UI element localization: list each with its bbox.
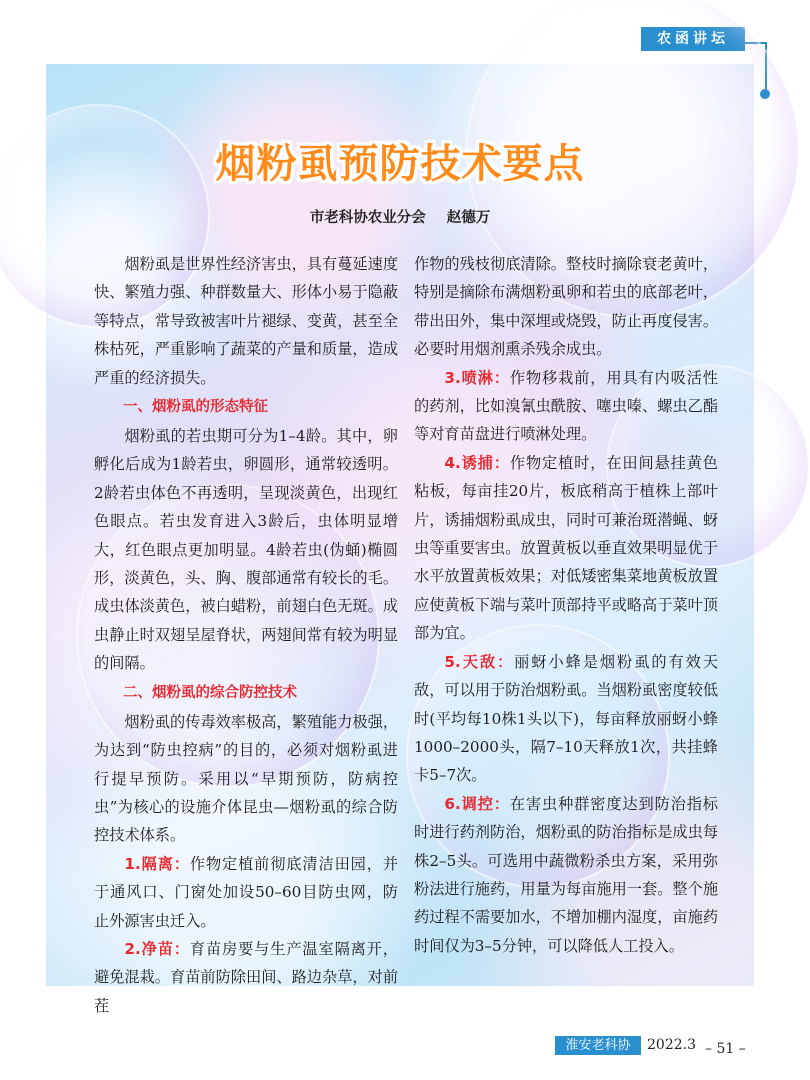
control-paragraph: 烟粉虱的传毒效率极高，繁殖能力极强，为达到“防虫控病”的目的，必须对烟粉虱进行提早预防。采用以“早期预防，防病控虫”为核心的设施介体昆虫—烟粉虱的综合防控技术体系。 [94, 712, 398, 845]
measure-regulation [414, 790, 718, 960]
left-column [94, 250, 398, 1020]
intro-paragraph: 烟粉虱是世界性经济害虫，具有蔓延速度快、繁殖力强、种群数量大、形体小易于隐蔽等特点，常导致被害叶片褪绿、变黄，甚至全株枯死，严重影响了蔬菜的产量和质量，造成严重的经济损失。 [94, 255, 398, 387]
measure-clean-seedlings [94, 935, 398, 1020]
measure-label: 4.诱捕： [444, 453, 510, 472]
byline [46, 206, 754, 227]
measure-text: 丽蚜小蜂是烟粉虱的有效天敌，可以用于防治烟粉虱。当烟粉虱密度较低时(平均每10株1头以下)，每亩释放丽蚜小蜂1000–2000头，隔7–10天释放1次，共挂蜂卡5–7次。 [414, 652, 719, 785]
measure-label: 5.天敌： [444, 652, 515, 671]
author-organization: 市老科协农业分会 [309, 210, 426, 226]
right-column [414, 250, 718, 960]
article-panel [46, 64, 754, 1015]
publication-name: 淮安老科协 [555, 1036, 641, 1055]
section-tag: 农函讲坛 [641, 27, 745, 51]
measure-natural-enemies [414, 648, 718, 790]
article-title: 烟粉虱预防技术要点 [215, 141, 585, 187]
measure-isolation [94, 850, 398, 935]
measure-label: 6.调控： [444, 794, 510, 813]
measure-spraying [414, 364, 718, 449]
measure-text: 作物定植前彻底清洁田园，并于通风口、门窗处加设50–60目防虫网，防止外源害虫迁入。 [94, 854, 398, 930]
issue-number: 2022.3 [647, 1037, 696, 1053]
page-number: – 51 – [705, 1041, 746, 1057]
measure-label: 2.净苗： [124, 939, 190, 958]
measure-text: 作物移栽前，用具有内吸活性的药剂，比如溴氰虫酰胺、噻虫嗪、螺虫乙酯等对育苗盘进行喷淋处理。 [414, 368, 718, 444]
measure-text: 育苗房要与生产温室隔离开，避免混栽。育苗前防除田间、路边杂草，对前茬 [94, 939, 398, 1015]
measure-label: 1.隔离： [124, 854, 190, 873]
measure-text: 作物定植时，在田间悬挂黄色粘板，每亩挂20片，板底稍高于植株上部叶片，诱捕烟粉虱成虫，同时可兼治斑潜蝇、蚜虫等重要害虫。放置黄板以垂直效果明显优于水平放置黄板效果；对低矮密集菜地黄板放置应使黄板下端与菜叶顶部持平或略高于菜叶顶部为宜。 [414, 453, 718, 643]
section-heading-control: 二、烟粉虱的综合防控技术 [123, 684, 297, 701]
section-heading-morphology: 一、烟粉虱的形态特征 [123, 399, 268, 416]
measure-trapping [414, 449, 718, 648]
measure-text: 在害虫种群密度达到防治指标时进行药剂防治，烟粉虱的防治指标是成虫每株2–5头。可选用中蔬微粉杀虫方案，采用弥粉法进行施药，用量为每亩施用一套。整个施药过程不需要加水，不增加棚内湿度，亩施药时间仅为3–5分钟，可以降低人工投入。 [414, 794, 718, 955]
measure-clean-seedlings-continued: 作物的残枝彻底清除。整枝时摘除衰老黄叶，特别是摘除布满烟粉虱卵和若虫的底部老叶，带出田外，集中深埋或烧毁，防止再度侵害。必要时用烟剂熏杀残余成虫。 [414, 255, 718, 359]
author-name: 赵德万 [446, 210, 491, 226]
morphology-paragraph: 烟粉虱的若虫期可分为1–4龄。其中，卵孵化后成为1龄若虫，卵圆形，通常较透明。2龄若虫体色不再透明，呈现淡黄色，出现红色眼点。若虫发育进入3龄后，虫体明显增大，红色眼点更加明显。4龄若虫(伪蛹)椭圆形，淡黄色，头、胸、腹部通常有较长的毛。成虫体淡黄色，被白蜡粉，前翅白色无斑。成虫静止时双翅呈屋脊状，两翅间常有较为明显的间隔。 [94, 427, 398, 673]
measure-label: 3.喷淋： [444, 368, 510, 387]
